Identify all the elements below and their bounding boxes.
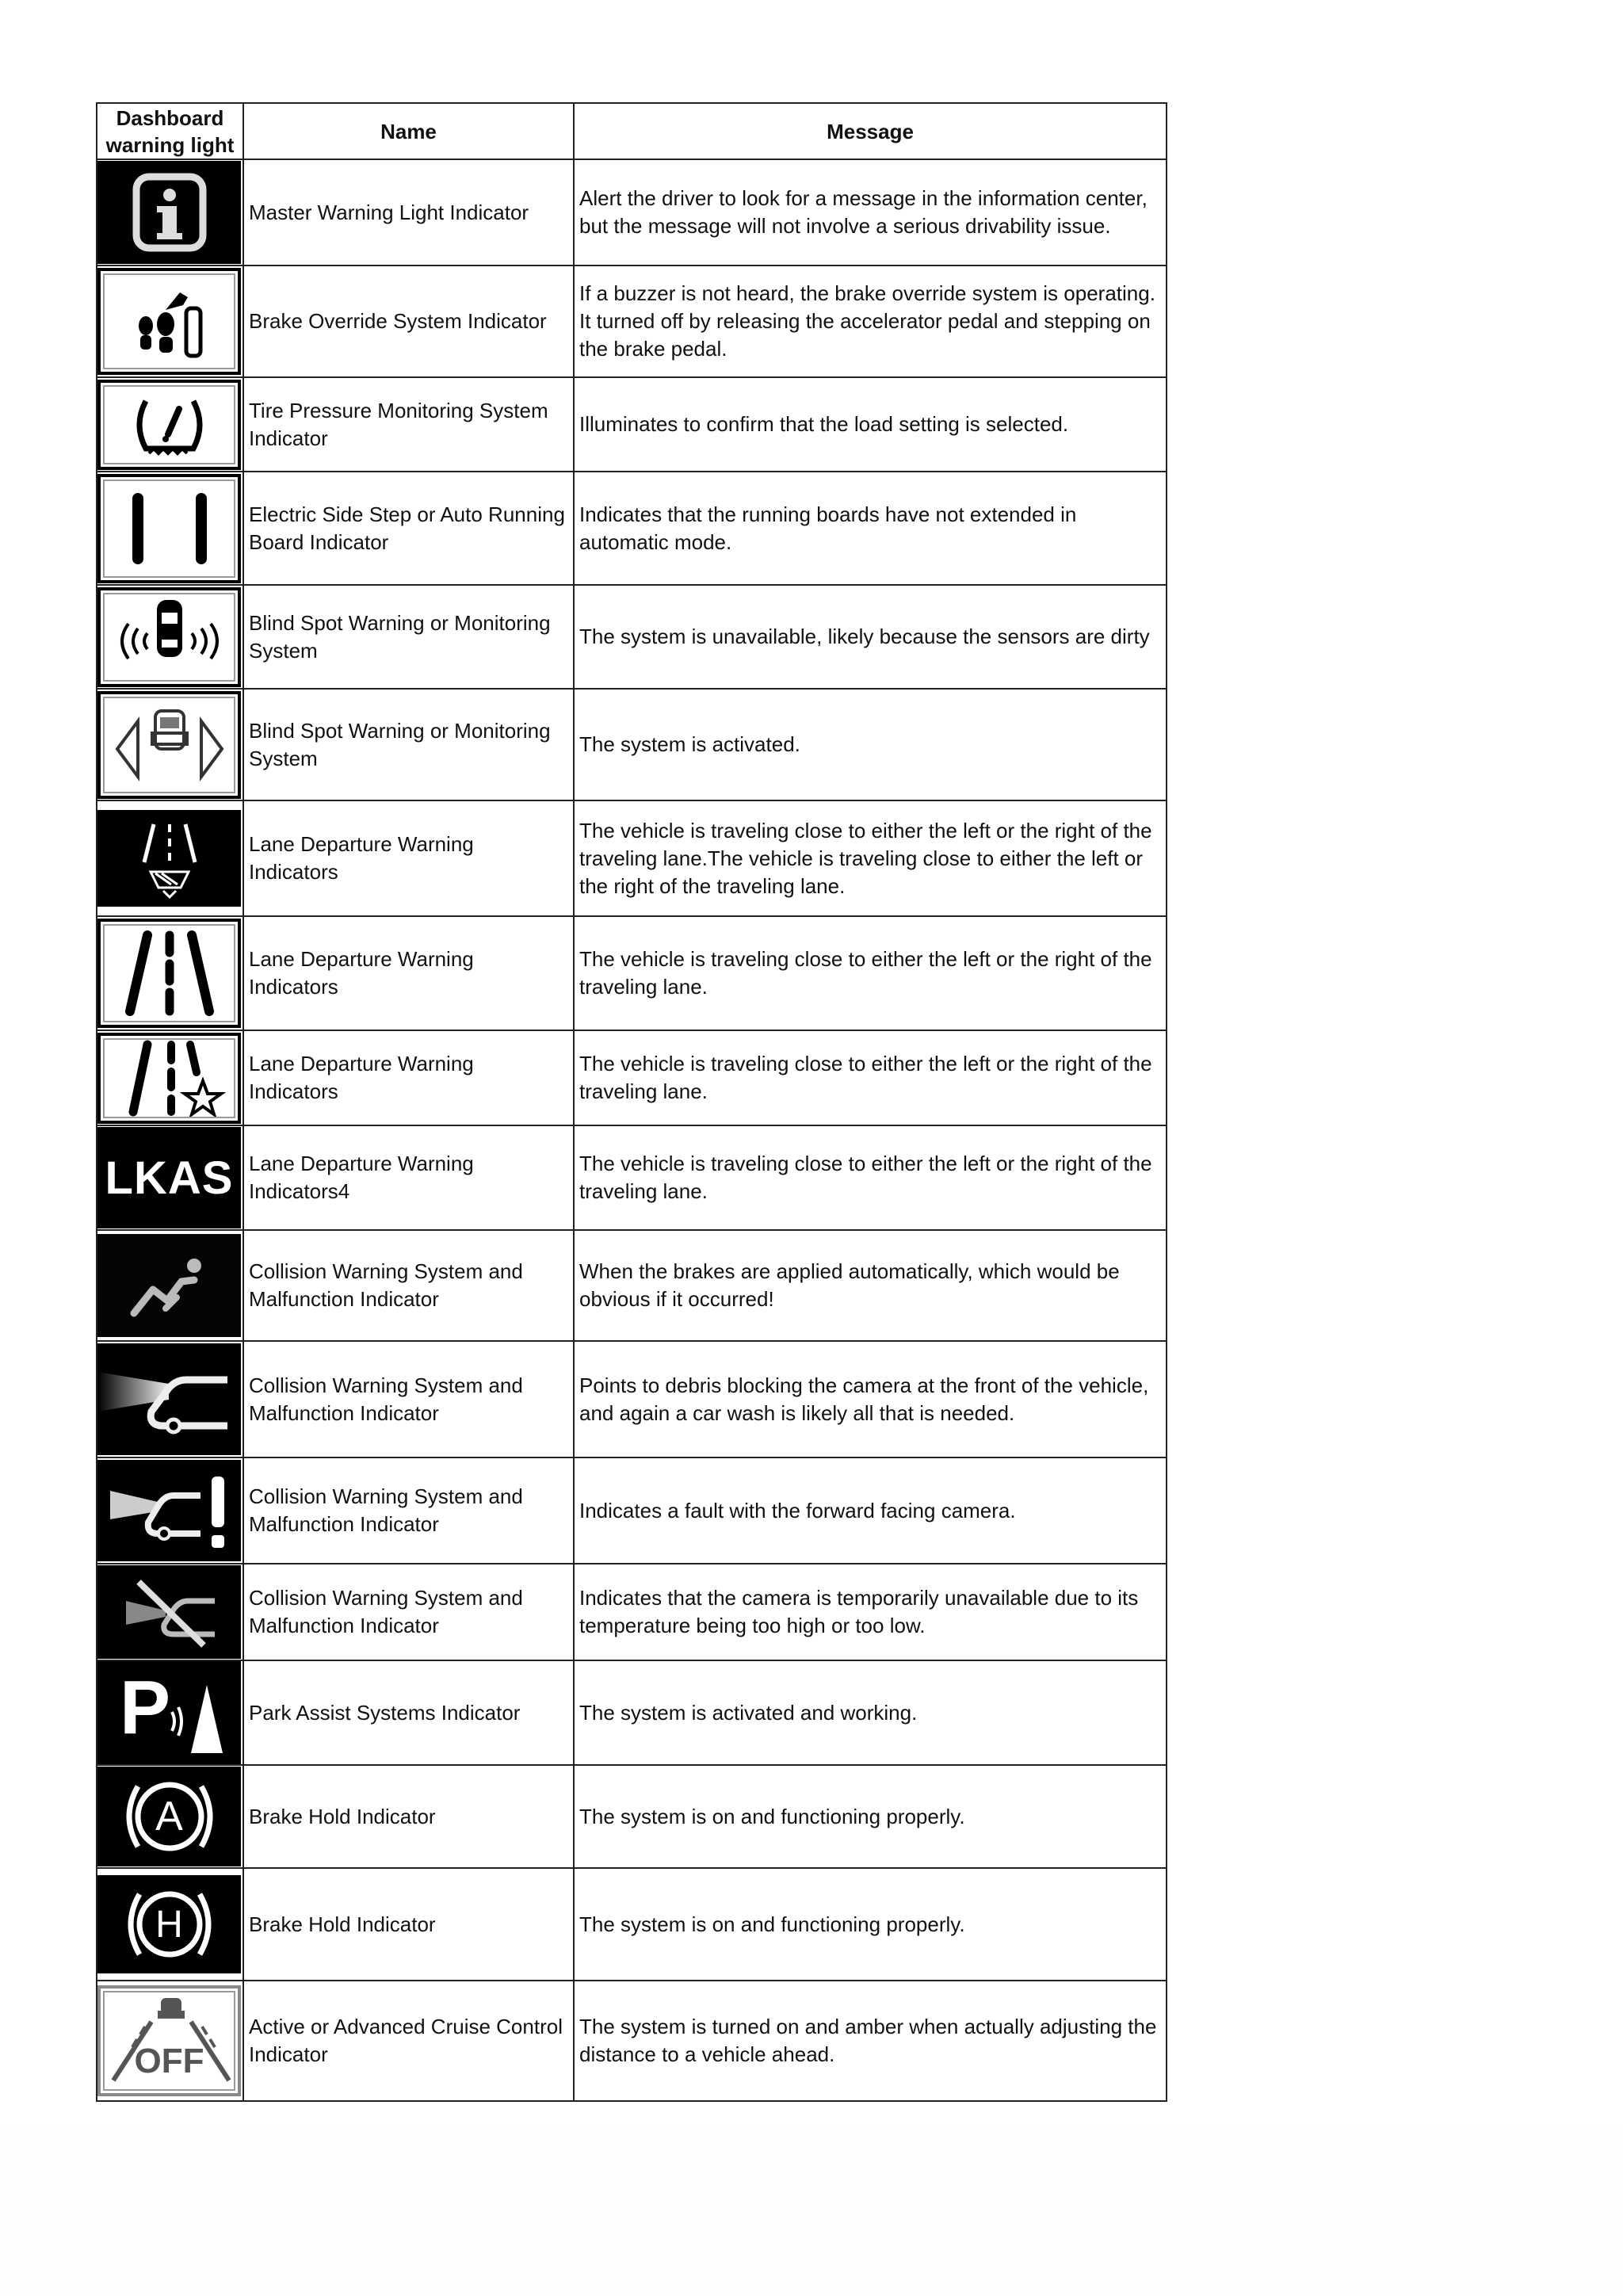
lkas-icon: LKAS — [97, 1127, 241, 1228]
row-message: Points to debris blocking the camera at the front of the vehicle, and again a car wash is likely all that is needed. — [574, 1341, 1167, 1457]
header-icon: Dashboard warning light — [97, 103, 243, 159]
page-bottom-shade — [0, 2124, 1623, 2296]
table-row — [97, 1125, 1167, 1230]
header-row — [97, 103, 1167, 159]
row-name: Blind Spot Warning or Monitoring System — [243, 585, 574, 689]
row-message: The system is activated. — [574, 689, 1167, 800]
row-name: Brake Hold Indicator — [243, 1868, 574, 1981]
camera-fault-icon — [97, 1460, 241, 1561]
row-message: When the brakes are applied automatically, which would be obvious if it occurred! — [574, 1230, 1167, 1341]
row-message: If a buzzer is not heard, the brake override system is operating. It turned off by releasing the accelerator pedal and stepping on the brake pedal. — [574, 266, 1167, 377]
brake-override-icon — [97, 268, 241, 375]
row-message: Indicates that the camera is temporarily unavailable due to its temperature being too high or too low. — [574, 1564, 1167, 1660]
camera-beam-icon — [97, 1343, 241, 1455]
table-row — [97, 1230, 1167, 1341]
table-row — [97, 1564, 1167, 1660]
row-message: Alert the driver to look for a message in the information center, but the message will not involve a serious drivability issue. — [574, 159, 1167, 266]
table-row — [97, 1660, 1167, 1765]
table-row — [97, 1457, 1167, 1564]
table-row — [97, 1765, 1167, 1868]
row-name: Lane Departure Warning Indicators4 — [243, 1125, 574, 1230]
row-name: Lane Departure Warning Indicators — [243, 916, 574, 1030]
row-message: The vehicle is traveling close to either the left or the right of the traveling lane. — [574, 916, 1167, 1030]
blind-spot-active-icon — [97, 691, 241, 799]
row-name: Blind Spot Warning or Monitoring System — [243, 689, 574, 800]
row-name: Brake Override System Indicator — [243, 266, 574, 377]
row-message: The system is on and functioning properly. — [574, 1765, 1167, 1868]
table-row — [97, 1868, 1167, 1981]
row-name: Park Assist Systems Indicator — [243, 1660, 574, 1765]
side-step-icon — [97, 474, 241, 583]
warning-lights-table — [96, 102, 1167, 2102]
header-message: Message — [574, 103, 1167, 159]
table-row — [97, 1030, 1167, 1125]
camera-unavailable-icon — [97, 1565, 241, 1659]
lane-departure-star-icon — [97, 1033, 241, 1124]
table-row — [97, 916, 1167, 1030]
table-row — [97, 159, 1167, 266]
row-name: Collision Warning System and Malfunction Indicator — [243, 1564, 574, 1660]
row-message: The vehicle is traveling close to either the left or the right of the traveling lane. — [574, 1030, 1167, 1125]
table-row — [97, 585, 1167, 689]
seated-person-icon — [97, 1234, 241, 1337]
table-row — [97, 377, 1167, 472]
table-row — [97, 1341, 1167, 1457]
row-message: The system is unavailable, likely because the sensors are dirty — [574, 585, 1167, 689]
row-message: The system is activated and working. — [574, 1660, 1167, 1765]
row-name: Master Warning Light Indicator — [243, 159, 574, 266]
row-name: Brake Hold Indicator — [243, 1765, 574, 1868]
row-name: Electric Side Step or Auto Running Board Indicator — [243, 472, 574, 585]
lane-departure-icon — [97, 919, 241, 1028]
row-name: Collision Warning System and Malfunction Indicator — [243, 1341, 574, 1457]
row-name: Active or Advanced Cruise Control Indicator — [243, 1981, 574, 2101]
tire-pressure-icon — [97, 380, 241, 470]
row-message: The system is on and functioning properly. — [574, 1868, 1167, 1981]
blind-spot-dirty-icon — [97, 587, 241, 687]
table-row — [97, 689, 1167, 800]
row-message: The system is turned on and amber when actually adjusting the distance to a vehicle ahead. — [574, 1981, 1167, 2101]
header-name: Name — [243, 103, 574, 159]
brake-hold-a-icon: A — [97, 1767, 241, 1866]
brake-hold-h-icon: H — [97, 1870, 241, 1979]
info-icon — [97, 161, 241, 264]
row-name: Collision Warning System and Malfunction Indicator — [243, 1457, 574, 1564]
row-message: The vehicle is traveling close to either the left or the right of the traveling lane.The vehicle is traveling close to either the left or the right of the traveling lane. — [574, 800, 1167, 916]
lane-departure-wiper-icon — [97, 803, 241, 914]
table-row — [97, 266, 1167, 377]
row-name: Lane Departure Warning Indicators — [243, 800, 574, 916]
row-message: Indicates that the running boards have not extended in automatic mode. — [574, 472, 1167, 585]
row-message: Illuminates to confirm that the load setting is selected. — [574, 377, 1167, 472]
table-row — [97, 800, 1167, 916]
table-row — [97, 472, 1167, 585]
row-message: Indicates a fault with the forward facing camera. — [574, 1457, 1167, 1564]
row-name: Collision Warning System and Malfunction Indicator — [243, 1230, 574, 1341]
cruise-off-icon: OFF — [97, 1985, 241, 2096]
row-name: Tire Pressure Monitoring System Indicator — [243, 377, 574, 472]
park-assist-icon: P — [97, 1661, 241, 1764]
row-message: The vehicle is traveling close to either the left or the right of the traveling lane. — [574, 1125, 1167, 1230]
table-row — [97, 1981, 1167, 2101]
row-name: Lane Departure Warning Indicators — [243, 1030, 574, 1125]
